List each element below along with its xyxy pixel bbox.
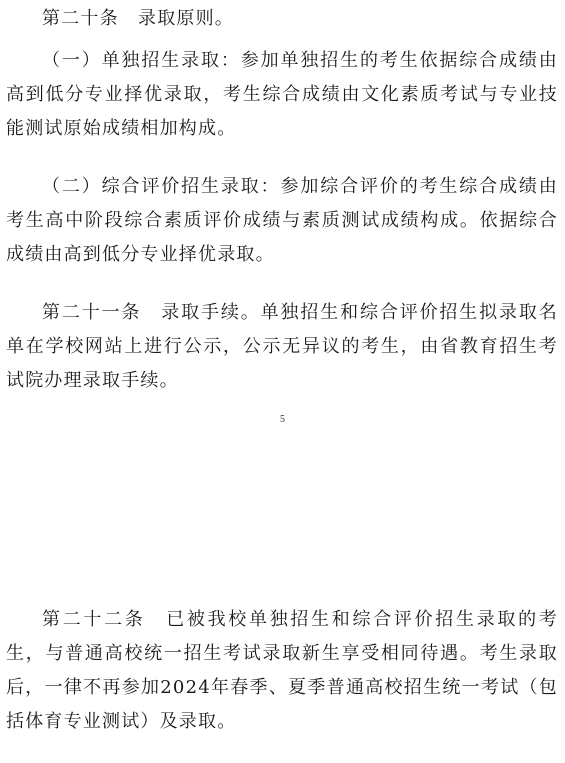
article-20-heading: 第二十条 录取原则。 xyxy=(42,8,234,29)
article-21: 第二十一条 录取手续。单独招生和综合评价招生拟录取名单在学校网站上进行公示，公示无异议的考生，由省教育招生考试院办理录取手续。 xyxy=(6,302,558,391)
article-20-item-2: （二）综合评价招生录取：参加综合评价的考生综合成绩由考生高中阶段综合素质评价成绩与素质测试成绩构成。依据综合成绩由高到低分专业择优录取。 xyxy=(6,176,558,265)
article-22: 第二十二条 已被我校单独招生和综合评价招生录取的考生，与普通高校统一招生考试录取新生享受相同待遇。考生录取后，一律不再参加2024年春季、夏季普通高校招生统一考试（包括体育专业测试）及录取。 xyxy=(6,609,558,732)
article-20-item-1: （一）单独招生录取：参加单独招生的考生依据综合成绩由高到低分专业择优录取，考生综合成绩由文化素质考试与专业技能测试原始成绩相加构成。 xyxy=(6,50,558,139)
page-number: 5 xyxy=(280,414,285,425)
